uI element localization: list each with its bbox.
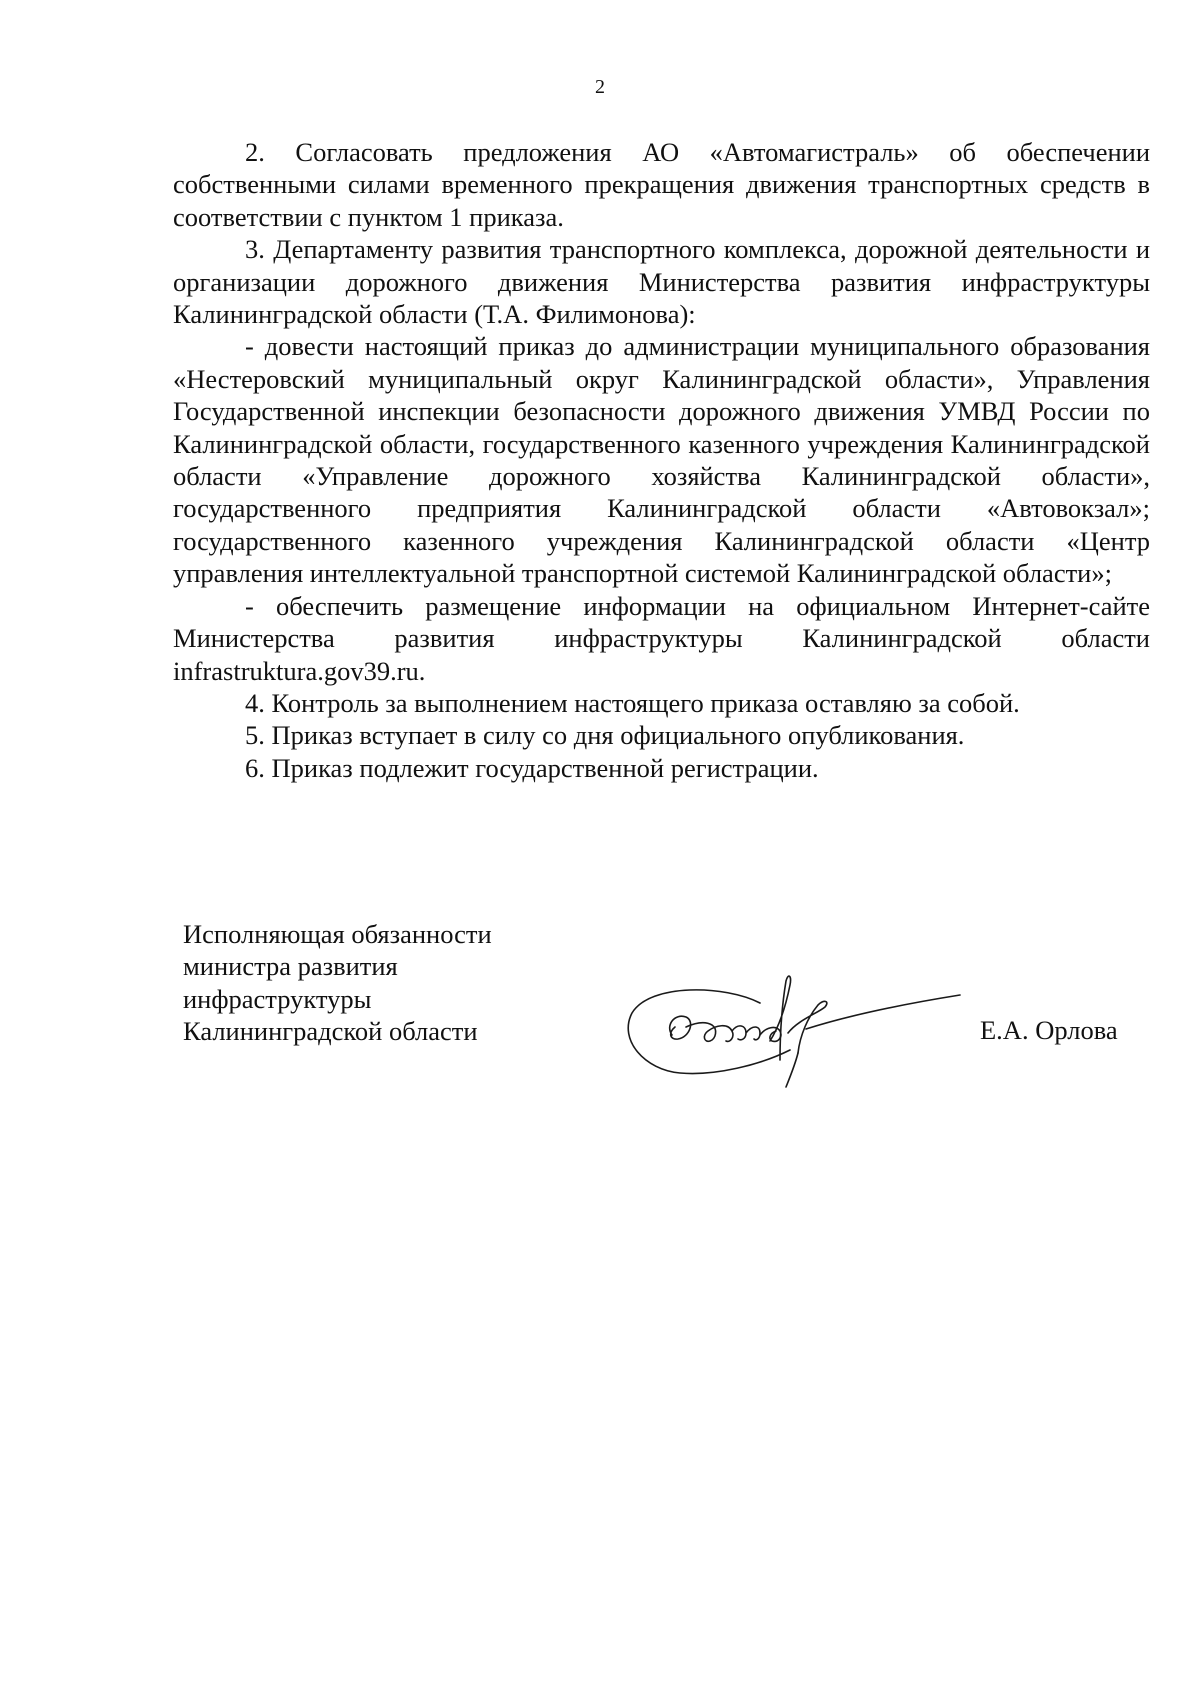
paragraph-subitem-bring-order: - довести настоящий приказ до администрации муниципального образования «Нестеровский муниципальный округ Калининградской области», Управления Государственной инспекции безопасности дорожного движения УМВД России по Калининградской области, государственного казенного учреждения Калининградской области «Управление дорожного хозяйства Калининградской области», государственного предприятия Калининградской области «Автовокзал»; государственного казенного учреждения Калининградской области «Центр управления интеллектуальной транспортной системой Калининградской области»; <box>173 331 1150 589</box>
signer-title-block <box>183 918 492 1048</box>
paragraph-item-4: 4. Контроль за выполнением настоящего приказа оставляю за собой. <box>245 687 1020 718</box>
signer-title-line: министра развития <box>183 951 398 982</box>
document-body <box>173 136 1150 784</box>
paragraph-item-6: 6. Приказ подлежит государственной регистрации. <box>245 752 819 783</box>
signer-title-line: Калининградской области <box>183 1016 478 1047</box>
paragraph-item-2: 2. Согласовать предложения АО «Автомагистраль» об обеспечении собственными силами временного прекращения движения транспортных средств в соответствии с пунктом 1 приказа. <box>173 137 1150 232</box>
paragraph-item-3: 3. Департаменту развития транспортного комплекса, дорожной деятельности и организации дорожного движения Министерства развития инфраструктуры Калининградской области (Т.А. Филимонова): <box>173 234 1150 330</box>
paragraph-item-5: 5. Приказ вступает в силу со дня официального опубликования. <box>245 720 965 751</box>
signer-title-line: инфраструктуры <box>183 983 372 1014</box>
handwritten-signature <box>620 965 980 1095</box>
paragraph-subitem-publish-info: - обеспечить размещение информации на официальном Интернет-сайте Министерства развития инфраструктуры Калининградской области infrastruktura.gov39.ru. <box>173 590 1150 686</box>
page-number: 2 <box>595 76 605 98</box>
signer-name: Е.А. Орлова <box>980 1015 1118 1045</box>
signer-title-line: Исполняющая обязанности <box>183 919 492 949</box>
